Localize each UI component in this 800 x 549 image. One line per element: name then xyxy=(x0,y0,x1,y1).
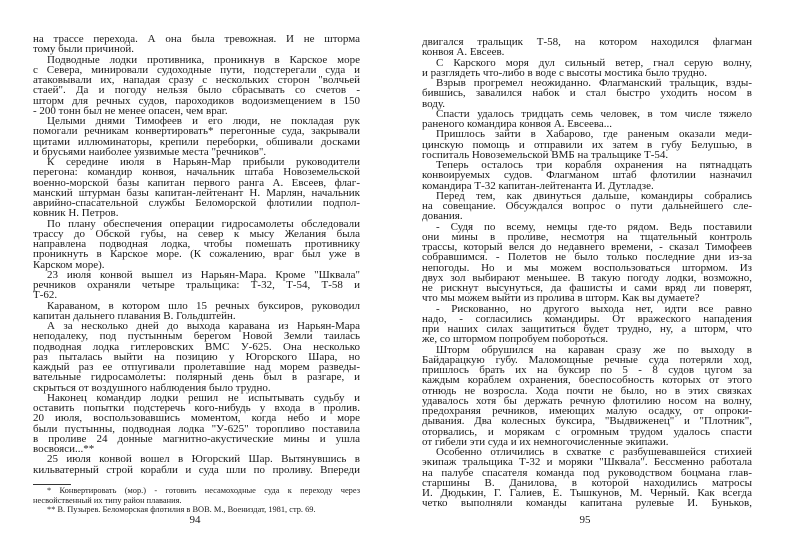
text-line: Целыми днями Тимофеев и его люди, не покладая рук xyxy=(47,115,360,127)
text-line: каждым кораблем охранения, боеспособность которых от этого xyxy=(422,374,752,387)
page-number: 94 xyxy=(189,514,201,526)
text-line: Особенно отличились в схватке с разбушевавшейся стихией xyxy=(436,446,752,458)
text-line: же, со штормом попробуем побороться. xyxy=(422,333,609,346)
text-line: стаей". Да и погоду нельзя было сбрасывать со счетов - xyxy=(33,84,360,97)
text-line: госпиталь Новоземельской ВМБ на тральщике Т-54. xyxy=(422,148,669,161)
text-line: трассу до Обской губы, на север к мысу Желания была xyxy=(33,227,360,240)
text-line: атаковывали их, нападая сразу с нескольких сторон "волчьей xyxy=(33,74,360,86)
text-line: тому были причиной. xyxy=(33,43,134,56)
text-line: неподалеку, под пустынным берегом Новой Земли таилась xyxy=(33,330,360,343)
paragraph xyxy=(33,55,360,117)
paragraph xyxy=(422,109,752,130)
paragraph xyxy=(422,191,752,222)
text-line: экипаж тральщика Т-32 и моряки "Шквала". Бессменно работала xyxy=(422,456,752,469)
footnote-divider xyxy=(33,484,71,485)
paragraph xyxy=(422,304,752,345)
text-line: оставить попытки подстеречь кого-нибудь у входа в пролив. xyxy=(33,402,360,414)
text-line: бившись, завалился набок и стал быстро уходить носом в xyxy=(422,87,752,100)
text-line: Пришлось зайти в Хабарово, где раненым оказали меди- xyxy=(436,128,752,141)
text-line: собравшимся. - Полетов не было только последние дни из-за xyxy=(422,251,752,264)
paragraph xyxy=(33,301,360,322)
text-line: щитами иллюминаторы, крепили переборки, обшивали досками xyxy=(33,135,360,148)
page-number: 95 xyxy=(579,514,591,526)
text-line: речников охраняли четыре тральщика: Т-32, Т-54, Т-58 и xyxy=(33,279,360,291)
text-line: отнюдь не возросла. Хода почти не было, но в этих связках xyxy=(422,384,752,397)
text-line: Спасти удалось тридцать семь человек, в том числе тяжело xyxy=(436,107,752,120)
paragraph xyxy=(33,393,360,455)
text-line: кильватерный строй корабли и суда шли по проливу. Впереди xyxy=(33,463,360,476)
text-line: 23 июля конвой вышел из Нарьян-Мара. Кроме "Шквала" xyxy=(47,268,360,281)
text-line: Байдарацкую губу. Маломощные речные суда потеряли ход, xyxy=(422,353,752,366)
text-line: раненого командира конвоя А. Евсеева... xyxy=(422,118,613,130)
text-line: И. Дюдькин, Г. Галиев, Е. Тышкунов, М. Черный. Как всегда xyxy=(422,487,752,499)
text-line: с Севера, минировали судоходные пути, подстерегали суда и xyxy=(33,63,360,76)
paragraph xyxy=(33,157,360,219)
text-line: Взрыв прогремел неожиданно. Флагманский тральщик, взды- xyxy=(436,77,752,89)
paragraph xyxy=(422,58,752,79)
text-line: конвоируемых судов. Флагманом штаб флотилии назначил xyxy=(422,169,752,182)
paragraph xyxy=(422,37,752,58)
text-line: подводная лодка гитлеровских ВМС У-625. Она несколько xyxy=(33,340,360,353)
paragraph xyxy=(422,160,752,191)
paragraph xyxy=(33,34,360,55)
text-line: - 200 тонн был не менее опасен, чем враг. xyxy=(33,104,228,117)
text-line: проникнуть в Карское море. (К сожалению, враг был уже в xyxy=(33,248,360,261)
text-line: конвоя А. Евсеев. xyxy=(422,46,505,59)
text-line: надо, - согласились командиры. От вражеского нападения xyxy=(422,312,752,325)
text-line: они мины в проливе, несмотря на тщательный контроль xyxy=(422,230,752,243)
text-line: манский штурман базы капитан-лейтенант Н. Марлян, начальник xyxy=(33,186,360,199)
paragraph xyxy=(422,345,752,448)
text-line: восвояси...** xyxy=(33,443,95,455)
left-page xyxy=(33,0,360,549)
paragraph xyxy=(33,454,360,475)
text-line: и брусьями наиболее уязвимые места "речников". xyxy=(33,145,267,158)
text-line: на трассе перехода. А она была тревожная. И не шторма xyxy=(33,33,360,45)
text-line: непогоды. Но и мы можем воспользоваться штормом. Из xyxy=(422,261,752,274)
text-line: военно-морской базы капитан первого ранга А. Евсеев, флаг- xyxy=(33,176,360,189)
text-line: - Рискованно, но другого выхода нет, идти все равно xyxy=(436,302,752,315)
text-line: * Конвертировать (мор.) - готовить несамоходные суда к переходу через xyxy=(47,486,360,495)
text-line: двух зол выбирают меньшее. В такую погоду лодки, возможно, xyxy=(422,271,752,284)
text-line: Теперь осталось три корабля охранения на пятнадцать xyxy=(436,159,752,171)
text-line: помогали речникам конвертировать* перегонные суда, закрывали xyxy=(33,125,360,138)
right-page xyxy=(422,0,752,549)
text-line: ковник Н. Петров. xyxy=(33,207,119,220)
text-line: что мы можем выйти из пролива в шторм. Как вы думаете? xyxy=(422,292,700,305)
text-line: Т-62. xyxy=(33,289,58,302)
text-line: А за несколько дней до выхода каравана из Нарьян-Мара xyxy=(47,320,360,332)
text-line: Шторм обрушился на караван сразу же по выходу в xyxy=(436,343,752,356)
text-line: 25 июля конвой вошел в Югорский Шар. Вытянувшись в xyxy=(47,453,360,466)
body-text xyxy=(422,37,752,509)
text-line: при наших силах защититься будет трудно, ну, а шторм, что xyxy=(422,323,752,335)
paragraph xyxy=(422,222,752,304)
text-line: каждый раз ее отпугивали пролетавшие над морем разведы- xyxy=(33,361,360,373)
text-line: трассы, который велся до недавнего времени, - сказал Тимофеев xyxy=(422,241,752,253)
paragraph xyxy=(33,270,360,301)
text-line: не рискнут высунуться, да фашисты и сами вряд ли поверят, xyxy=(422,282,752,294)
text-line: По плану обеспечения операции гидросамолеты обследовали xyxy=(47,217,360,230)
paragraph xyxy=(33,321,360,393)
paragraph xyxy=(422,447,752,509)
text-line: были пустынны, подводная лодка "У-625" торопливо поставила xyxy=(33,422,360,435)
text-line: оторвались, и морякам с огромным трудом удалось спасти xyxy=(422,425,752,438)
text-line: С Карского моря дул сильный ветер, гнал серую волну, xyxy=(436,56,752,69)
text-line: в проливе 24 донные магнитно-акустические мины и ушла xyxy=(33,432,360,445)
text-line: удавалось хотя бы держать речную флотилию носом на волну, xyxy=(422,394,752,407)
footnote xyxy=(33,486,360,505)
text-line: предохраняя речников, имеющих малую осадку, от опроки- xyxy=(422,405,752,417)
text-line: Перед тем, как двинуться дальше, командиры собрались xyxy=(436,189,752,202)
text-line: старшины В. Данилова, в которой находились матросы xyxy=(422,476,752,489)
paragraph xyxy=(422,78,752,109)
text-line: направлена подводная лодка, чтобы помешать противнику xyxy=(33,238,360,250)
text-line: от гибели эти суда и их немногочисленные экипажи. xyxy=(422,435,669,448)
paragraph xyxy=(33,116,360,157)
text-line: на совещание. Обсуждался вопрос о пути дальнейшего сле- xyxy=(422,200,752,212)
text-line: командира Т-32 капитан-лейтенанта И. Дутладзе. xyxy=(422,179,654,192)
paragraph xyxy=(33,219,360,270)
text-line: Караваном, в котором шло 15 речных буксиров, руководил xyxy=(47,299,360,312)
text-line: Наконец командир лодки решил не испытывать судьбу и xyxy=(47,391,360,404)
text-line: перегона: командир конвоя, начальник штаба Новоземельской xyxy=(33,166,360,179)
footnotes xyxy=(33,486,360,515)
text-line: цинскую помощь и отправили их затем в губу Белушью, в xyxy=(422,138,752,151)
text-line: шторм для речных судов, пароходиков водоизмещением в 150 xyxy=(33,94,360,107)
text-line: капитан дальнего плавания В. Гольдштейн. xyxy=(33,309,236,322)
text-line: Подводные лодки противника, проникнув в Карское море xyxy=(47,53,360,66)
text-line: дывания. Два колесных буксира, "Выдвиженец" и "Плотник", xyxy=(422,415,752,428)
text-line: Карском море). xyxy=(33,258,105,271)
text-line: четко выполняли команды капитана рулевые И. Буньков, xyxy=(422,497,752,510)
text-line: ** В. Пузырев. Беломорская флотилия в ВОВ. М., Воениздат, 1981, стр. 69. xyxy=(47,505,316,514)
text-line: вательные гидросамолеты: полярный день был в разгаре, и xyxy=(33,371,360,384)
text-line: и разглядеть что-либо в воде с высоты мостика было трудно. xyxy=(422,66,708,79)
text-line: аврийно-спасательной службы Беломорской флотилии подпол- xyxy=(33,197,360,209)
text-line: скрыться от воздушного наблюдения было трудно. xyxy=(33,381,271,394)
text-line: несвойственный их типу район плавания. xyxy=(33,495,182,505)
text-line: пришлось брать их на буксир по 5 - 8 судов цугом за xyxy=(422,364,752,376)
text-line: двигался тральщик Т-58, на котором находился флагман xyxy=(422,36,752,48)
paragraph xyxy=(422,129,752,160)
text-line: на палубе спасателя команда под руководством боцмана глав- xyxy=(422,466,752,479)
text-line: К середине июля в Нарьян-Мар прибыли руководители xyxy=(47,156,360,168)
text-line: 20 июля, воспользовавшись моментом, когда небо и море xyxy=(33,412,360,425)
text-line: воду. xyxy=(422,97,446,110)
text-line: - Судя по всему, немцы где-то рядом. Ведь поставили xyxy=(436,220,752,233)
body-text xyxy=(33,34,360,475)
text-line: дования. xyxy=(422,210,463,223)
text-line: раз пыталась выйти на позицию у Югорского Шара, но xyxy=(33,350,360,363)
